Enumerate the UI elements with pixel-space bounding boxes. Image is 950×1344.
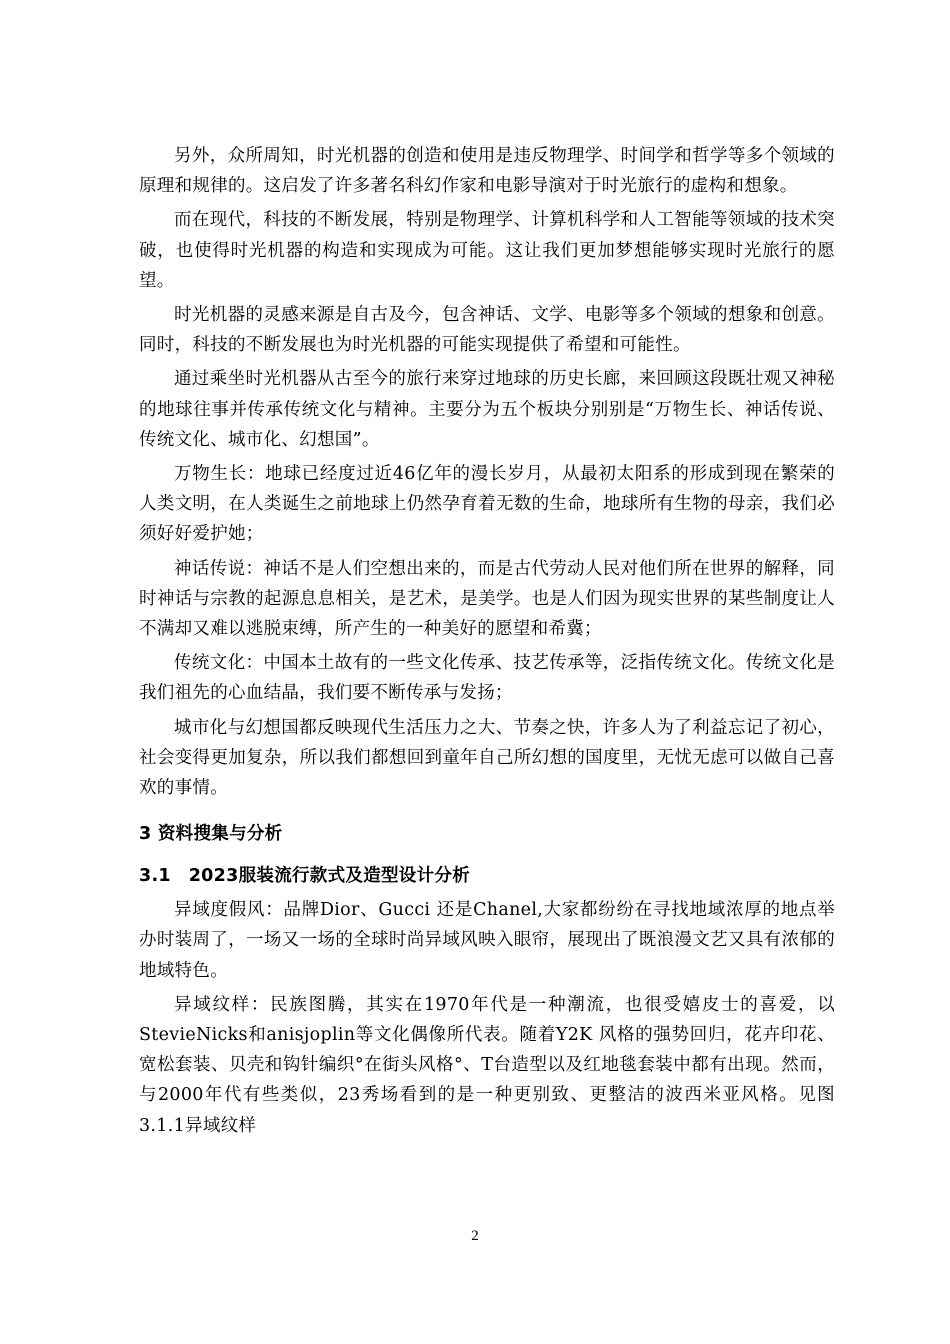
section-heading: 3 资料搜集与分析: [139, 824, 283, 845]
subsection-heading: 3.1 2023服装流行款式及造型设计分析: [139, 866, 471, 887]
page-body: [139, 141, 835, 1141]
paragraph-five-sections: 通过乘坐时光机器从古至今的旅行来穿过地球的历史长廊，来回顾这段既壮观又神秘的地球往事并传承传统文化与精神。主要分为五个板块分别别是“万物生长、神话传说、传统文化、城市化、幻想国”。: [139, 369, 835, 450]
paragraph-inspiration-source: 时光机器的灵感来源是自古及今，包含神话、文学、电影等多个领域的想象和创意。同时，科技的不断发展也为时光机器的可能实现提供了希望和可能性。: [139, 305, 835, 356]
paragraph-time-machine-principles: 另外，众所周知，时光机器的创造和使用是违反物理学、时间学和哲学等多个领域的原理和规律的。这启发了许多著名科幻作家和电影导演对于时光旅行的虚构和想象。: [139, 146, 835, 197]
paragraph-exotic-vacation-style: 异域度假风：品牌Dior、Gucci 还是Chanel,大家都纷纷在寻找地域浓厚的地点举办时装周了，一场又一场的全球时尚异域风映入眼帘，展现出了既浪漫文艺又具有浓郁的地域特色。: [139, 900, 835, 981]
paragraph-exotic-patterns: 异域纹样：民族图腾，其实在1970年代是一种潮流，也很受嬉皮士的喜爱，以StevieNicks和anisjoplin等文化偶像所代表。随着Y2K 风格的强势回归，花卉印花、宽松套装、贝壳和钩针编织°在街头风格°、T台造型以及红地毯套装中都有出现。然而，与2000年代有些类似，23秀场看到的是一种更别致、更整洁的波西米亚风格。见图3.1.1异域纹样: [139, 994, 835, 1136]
paragraph-modern-technology: 而在现代，科技的不断发展，特别是物理学、计算机科学和人工智能等领域的技术突破，也使得时光机器的构造和实现成为可能。这让我们更加梦想能够实现时光旅行的愿望。: [139, 210, 835, 291]
paragraph-mythology: 神话传说：神话不是人们空想出来的，而是古代劳动人民对他们所在世界的解释，同时神话与宗教的起源息息相关，是艺术，是美学。也是人们因为现实世界的某些制度让人不满却又难以逃脱束缚，所产生的一种美好的愿望和希冀；: [139, 558, 835, 640]
page-number: 2: [471, 1228, 479, 1244]
paragraph-urbanization-fantasy: 城市化与幻想国都反映现代生活压力之大、节奏之快，许多人为了利益忘记了初心，社会变得更加复杂，所以我们都想回到童年自己所幻想的国度里，无忧无虑可以做自己喜欢的事情。: [139, 717, 835, 799]
paragraph-growth-of-all-things: 万物生长：地球已经度过近46亿年的漫长岁月，从最初太阳系的形成到现在繁荣的人类文明，在人类诞生之前地球上仍然孕育着无数的生命，地球所有生物的母亲，我们必须好好爱护她；: [139, 464, 835, 545]
paragraph-traditional-culture: 传统文化：中国本土故有的一些文化传承、技艺传承等，泛指传统文化。传统文化是我们祖先的心血结晶，我们要不断传承与发扬；: [139, 653, 835, 704]
